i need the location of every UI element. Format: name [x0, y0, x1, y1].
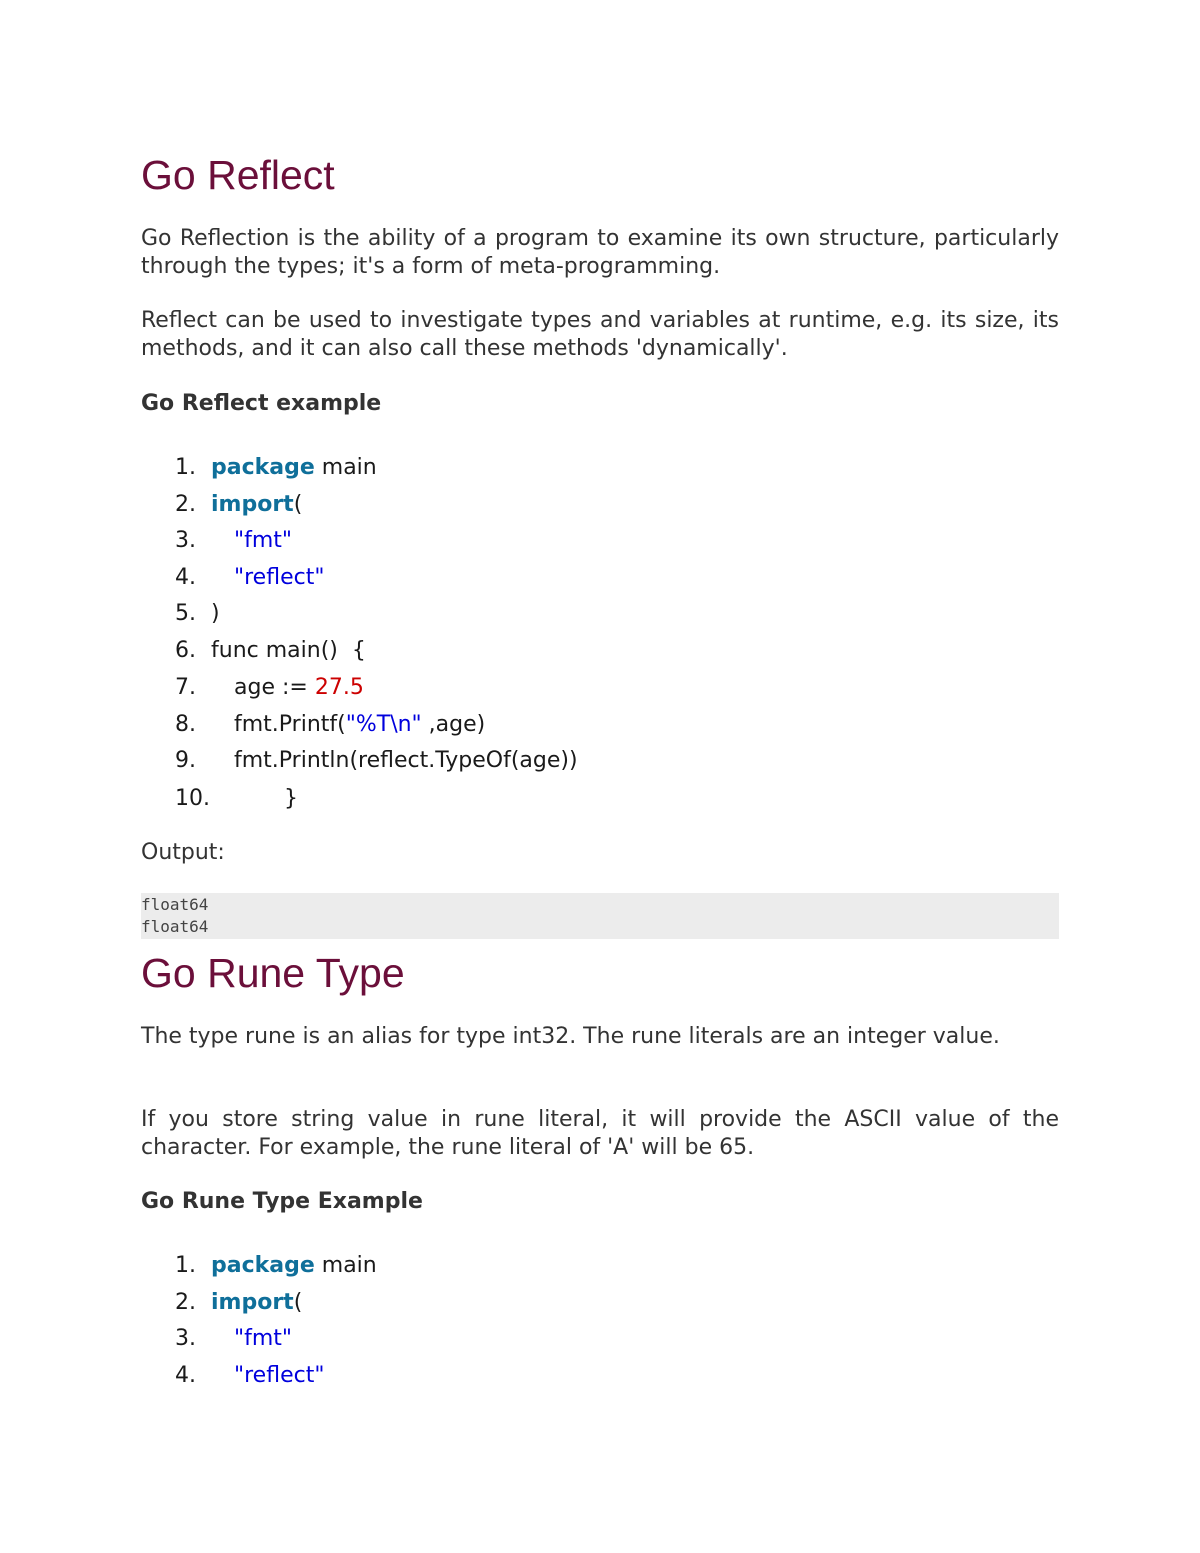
code-text: main [314, 1253, 377, 1278]
code-keyword: package [211, 1253, 315, 1278]
code-text: ,age) [421, 712, 486, 737]
line-number: 2. [175, 1290, 196, 1315]
line-number: 2. [175, 492, 196, 517]
code-string: "fmt" [234, 1326, 293, 1351]
code-keyword: package [211, 455, 315, 480]
line-number: 9. [175, 748, 196, 773]
line-number: 8. [175, 712, 196, 737]
section-title-go-reflect: Go Reflect [141, 152, 335, 198]
code-text: ) [211, 601, 220, 626]
line-number: 1. [175, 455, 196, 480]
output-block [141, 893, 1059, 939]
reflect-example-heading: Go Reflect example [141, 391, 382, 416]
line-number: 3. [175, 528, 196, 553]
line-number: 7. [175, 675, 196, 700]
line-number: 10. [175, 786, 210, 811]
output-label: Output: [141, 840, 225, 865]
code-text: main [314, 455, 377, 480]
code-keyword: import [211, 492, 294, 517]
code-string: "reflect" [234, 1363, 325, 1388]
line-number: 5. [175, 601, 196, 626]
code-text: func main() { [211, 638, 366, 663]
code-text: ( [293, 492, 303, 517]
code-string: "reflect" [234, 565, 325, 590]
reflect-intro-paragraph: Go Reflection is the ability of a program to examine its own structure, particularly through the types; it's a form of meta-programming. [141, 226, 1059, 279]
rune-example-heading: Go Rune Type Example [141, 1189, 423, 1214]
line-number: 4. [175, 1363, 196, 1388]
section-title-go-rune-type: Go Rune Type [141, 950, 405, 996]
code-text: } [284, 786, 298, 811]
code-text: ( [293, 1290, 303, 1315]
line-number: 1. [175, 1253, 196, 1278]
code-string: "%T\n" [345, 712, 422, 737]
reflect-usage-paragraph: Reflect can be used to investigate types and variables at runtime, e.g. its size, its methods, and it can also call these methods 'dynamically'. [141, 308, 1059, 361]
line-number: 4. [175, 565, 196, 590]
rune-ascii-paragraph: If you store string value in rune literal, it will provide the ASCII value of the character. For example, the rune literal of 'A' will be 65. [141, 1107, 1059, 1160]
code-text: fmt.Printf( [234, 712, 346, 737]
code-text: fmt.Println(reflect.TypeOf(age)) [234, 748, 578, 773]
output-line: float64 [141, 895, 209, 914]
code-number: 27.5 [314, 675, 364, 700]
line-number: 6. [175, 638, 196, 663]
code-text: age := [234, 675, 315, 700]
output-line: float64 [141, 917, 209, 936]
line-number: 3. [175, 1326, 196, 1351]
code-keyword: import [211, 1290, 294, 1315]
rune-intro-paragraph: The type rune is an alias for type int32. The rune literals are an integer value. [141, 1024, 1000, 1049]
code-string: "fmt" [234, 528, 293, 553]
